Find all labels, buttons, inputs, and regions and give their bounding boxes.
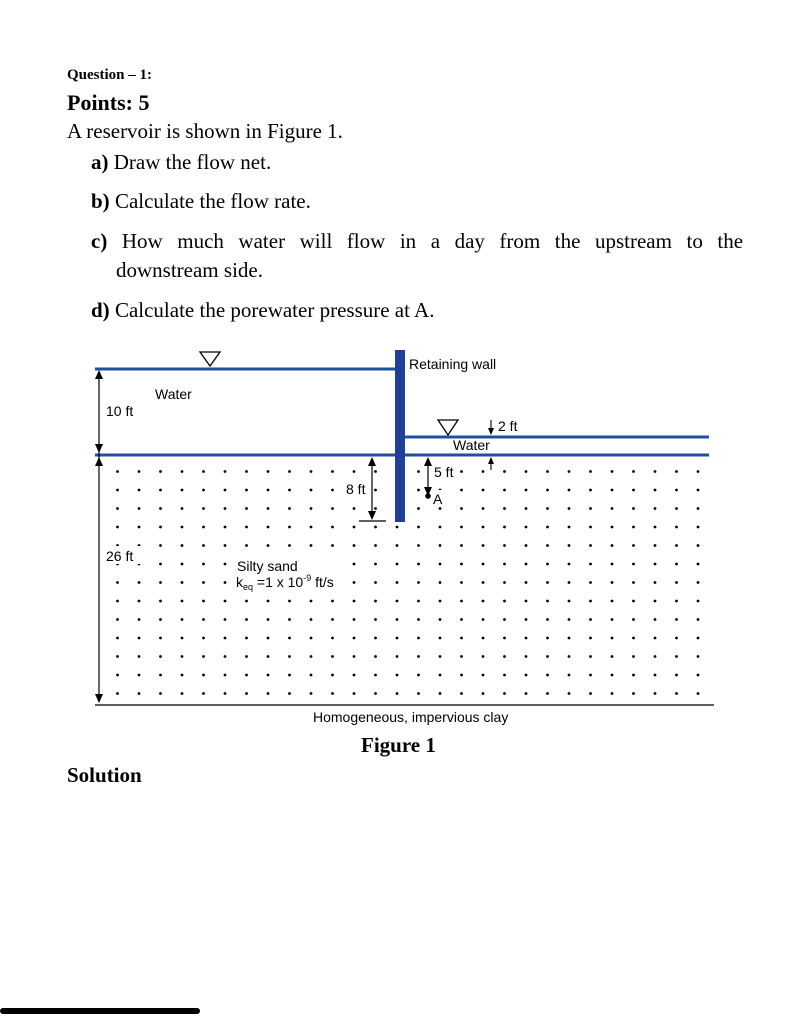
question-intro: A reservoir is shown in Figure 1. <box>67 119 343 143</box>
keq-k: k <box>236 574 243 590</box>
scroll-indicator-bar <box>0 1008 200 1014</box>
arrow-10ft-bottom <box>95 444 103 453</box>
arrow-2ft-down <box>488 428 494 435</box>
question-label: Question – 1: <box>67 67 153 83</box>
downstream-water-level-icon <box>438 420 458 435</box>
item-b-text: Calculate the flow rate. <box>114 189 311 213</box>
point-a-marker <box>425 493 431 499</box>
keq-value: =1 x 10 <box>253 574 304 590</box>
point-a-label: A <box>433 491 443 507</box>
upstream-water-level-icon <box>200 352 220 366</box>
soil-name-label: Silty sand <box>237 558 298 574</box>
item-a-letter: a) <box>91 150 109 174</box>
dimension-2ft-label: 2 ft <box>498 418 518 434</box>
retaining-wall-label: Retaining wall <box>409 356 497 372</box>
item-a-text: Draw the flow net. <box>113 150 272 174</box>
keq-unit: ft/s <box>311 574 334 590</box>
dimension-8ft-label: 8 ft <box>346 481 366 497</box>
item-b-letter: b) <box>91 189 110 213</box>
retaining-wall <box>395 350 405 522</box>
dimension-10ft-label: 10 ft <box>106 403 134 419</box>
points-label: Points: 5 <box>67 90 150 115</box>
item-d-text: Calculate the porewater pressure at A. <box>114 298 435 322</box>
item-c-continuation: downstream side. <box>116 258 263 282</box>
figure-caption: Figure 1 <box>361 733 436 757</box>
item-c-text: How much water will flow in a day from the upstream to the <box>121 229 744 253</box>
dimension-5ft-label: 5 ft <box>434 464 454 480</box>
item-d-letter: d) <box>91 298 110 322</box>
downstream-water-label: Water <box>453 437 490 453</box>
solution-heading: Solution <box>67 763 142 787</box>
item-c-letter: c) <box>91 229 108 253</box>
dimension-26ft-label: 26 ft <box>106 548 134 564</box>
upstream-water-label: Water <box>155 386 192 402</box>
keq-exponent: -9 <box>303 573 312 583</box>
keq-subscript: eq <box>243 582 254 592</box>
clay-label: Homogeneous, impervious clay <box>313 709 509 725</box>
arrow-10ft-top <box>95 370 103 379</box>
